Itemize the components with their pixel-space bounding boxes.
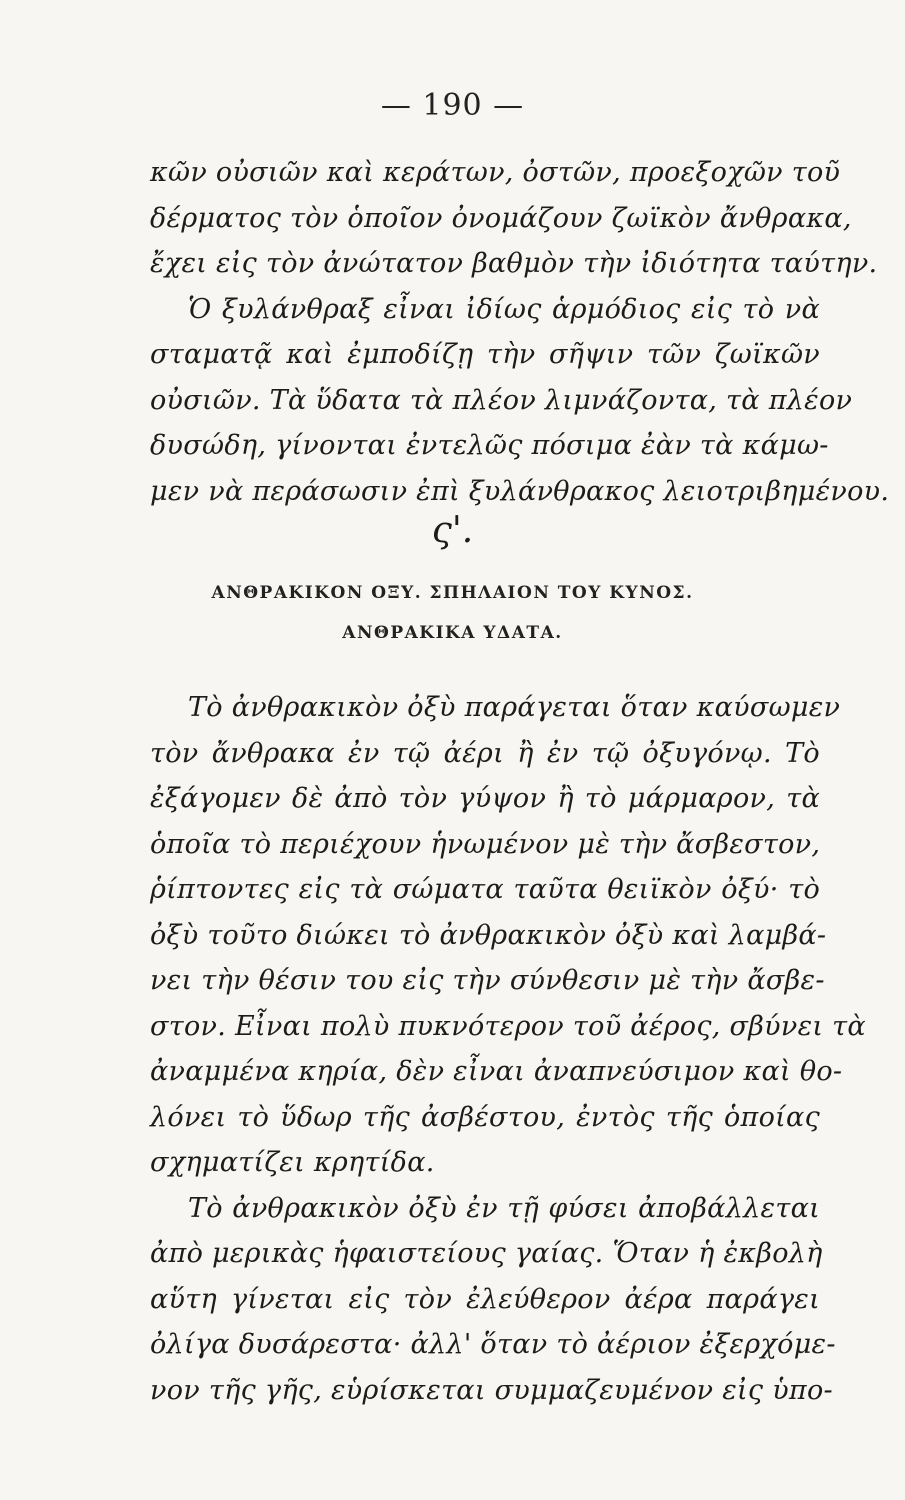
text-line: ἀναμμένα κηρία, δὲν εἶναι ἀναπνεύσιμον καὶ θο-	[150, 1056, 843, 1087]
text-line: ἐξάγομεν δὲ ἀπὸ τὸν γύψον ἢ τὸ μάρμαρον, τὰ	[150, 783, 820, 814]
text-line: ῥίπτοντες εἰς τὰ σώματα ταῦτα θειϊκὸν ὀξύ· τὸ	[150, 874, 820, 905]
text-line: ἔχει εἰς τὸν ἀνώτατον βαθμὸν τὴν ἰδιότητα ταύτην.	[150, 248, 878, 279]
text-line: Τὸ ἀνθρακικὸν ὀξὺ ἐν τῇ φύσει ἀποβάλλεται	[188, 1192, 820, 1224]
text-line: τὸν ἄνθρακα ἐν τῷ ἀέρι ἢ ἐν τῷ ὀξυγόνῳ. Τὸ	[150, 737, 820, 769]
page-number: — 190 —	[380, 88, 525, 123]
text-line: ὀλίγα δυσάρεστα· ἀλλ' ὅταν τὸ ἀέριον ἐξερχόμε-	[150, 1329, 836, 1360]
text-line: κῶν οὐσιῶν καὶ κεράτων, ὀστῶν, προεξοχῶν τοῦ	[150, 157, 841, 188]
text-line: σχηματίζει κρητίδα.	[150, 1147, 435, 1178]
text-line: Ὁ ξυλάνθραξ εἶναι ἰδίως ἁρμόδιος εἰς τὸ νὰ	[188, 293, 820, 325]
text-line: αὕτη γίνεται εἰς τὸν ἐλεύθερον ἀέρα παράγει	[150, 1283, 820, 1315]
paragraph-2	[150, 685, 866, 1413]
text-line: μεν νὰ περάσωσιν ἐπὶ ξυλάνθρακος λειοτριβημένου.	[150, 475, 890, 507]
section-heading-line-2: ΑΝΘΡΑΚΙΚΑ ΥΔΑΤΑ.	[342, 623, 563, 643]
text-line: οὐσιῶν. Τὰ ὕδατα τὰ πλέον λιμνάζοντα, τὰ πλέον	[150, 384, 853, 416]
text-line: λόνει τὸ ὕδωρ τῆς ἀσβέστου, ἐντὸς τῆς ὁποίας	[150, 1101, 820, 1133]
paragraph-1	[150, 150, 890, 514]
text-line: ὁποῖα τὸ περιέχουν ἡνωμένον μὲ τὴν ἄσβεστον,	[150, 828, 821, 860]
text-line: στον. Εἶναι πολὺ πυκνότερον τοῦ ἀέρος, σβύνει τὰ	[150, 1010, 866, 1042]
text-line: ὀξὺ τοῦτο διώκει τὸ ἀνθρακικὸν ὀξὺ καὶ λαμβά-	[150, 919, 827, 951]
text-line: δυσώδη, γίνονται ἐντελῶς πόσιμα ἐὰν τὰ κάμω-	[150, 430, 829, 461]
text-line: ἀπὸ μερικὰς ἡφαιστείους γαίας. Ὅταν ἡ ἐκβολὴ	[150, 1238, 823, 1269]
text-line: σταματᾷ καὶ ἐμποδίζῃ τὴν σῆψιν τῶν ζωϊκῶν	[150, 339, 820, 370]
text-line: Τὸ ἀνθρακικὸν ὀξὺ παράγεται ὅταν καύσωμεν	[188, 692, 841, 723]
text-line: νον τῆς γῆς, εὑρίσκεται συμμαζευμένον εἰς ὑπο-	[150, 1374, 833, 1406]
section-number: ς'.	[431, 510, 474, 551]
section-heading-line-1: ΑΝΘΡΑΚΙΚΟΝ ΟΞΥ. ΣΠΗΛΑΙΟΝ ΤΟΥ ΚΥΝΟΣ.	[211, 583, 694, 603]
text-line: νει τὴν θέσιν του εἰς τὴν σύνθεσιν μὲ τὴν ἄσβε-	[150, 965, 825, 996]
text-line: δέρματος τὸν ὁποῖον ὀνομάζουν ζωϊκὸν ἄνθρακα,	[150, 202, 852, 234]
